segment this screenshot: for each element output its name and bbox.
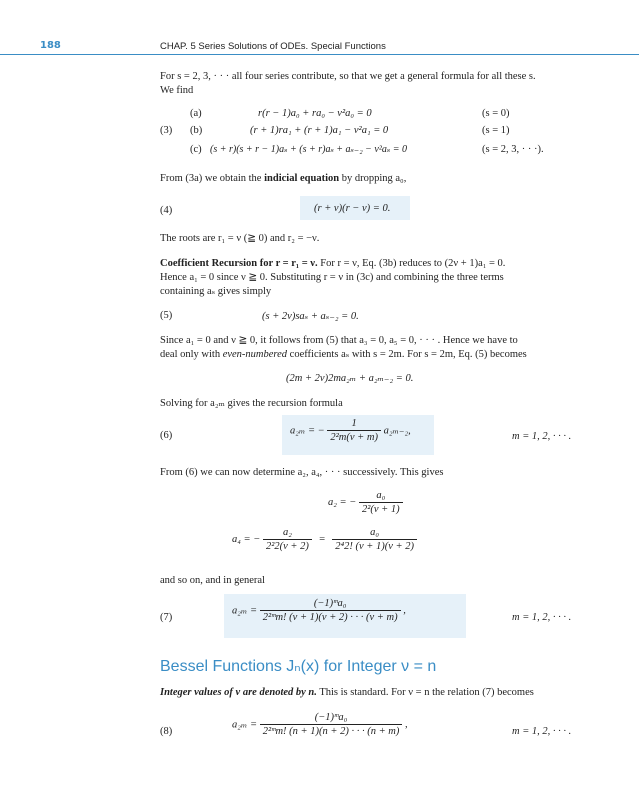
integer-rest: This is standard. For ν = n the relation (7) becomes: [316, 687, 534, 698]
indicial-term: indicial equation: [264, 173, 340, 184]
eq8-tail: ,: [405, 719, 408, 730]
from6-line: From (6) we can now determine a₂, a₄, · · · successively. This gives: [160, 467, 444, 478]
eq6-rhs: a₂ₘ₋₂,: [383, 425, 411, 437]
eq7-fraction: [260, 598, 401, 623]
header-rule: [0, 54, 639, 55]
indicial-paragraph: [160, 172, 406, 185]
eq8-fraction: [260, 712, 403, 737]
a2-equation: [328, 490, 403, 515]
eq6-denominator: 2²m(ν + m): [330, 432, 378, 443]
eq3b-expr: (r + 1)ra₁ + (r + 1)a₁ − ν²a₁ = 0: [250, 125, 389, 136]
eq8-expr: [232, 712, 408, 737]
a4-fraction-1: [263, 527, 312, 552]
integer-lead: Integer values of ν are denoted by n.: [160, 687, 317, 698]
eq8-numerator: (−1)ᵐa₀: [260, 712, 403, 725]
eq7-lhs: a₂ₘ =: [232, 605, 258, 617]
eq7-denominator: 2²ᵐm! (ν + 1)(ν + 2) · · · (ν + m): [262, 612, 398, 623]
section-title: Bessel Functions Jₙ(x) for Integer ν = n: [160, 658, 437, 675]
eq8-condition: m = 1, 2, · · · .: [512, 726, 572, 737]
eq3a-expr: r(r − 1)a₀ + ra₀ − ν²a₀ = 0: [258, 108, 372, 119]
eq6-number: (6): [160, 430, 173, 441]
eq3-number: (3): [160, 125, 173, 136]
a4-lhs: a₄ = −: [232, 534, 261, 545]
eq3b-cond: (s = 1): [482, 125, 510, 136]
since-line-2: [160, 348, 527, 361]
eq6-lhs: a₂ₘ = −: [290, 425, 325, 437]
eq3c-cond: (s = 2, 3, · · ·).: [482, 144, 544, 155]
a4-numerator-2: a₀: [332, 527, 417, 540]
eq3b-label: (b): [190, 125, 203, 136]
since-line2-emphasis: even-numbered: [222, 349, 288, 360]
indicial-text-after: by dropping a₀,: [339, 173, 407, 184]
page-number: 188: [40, 40, 61, 51]
a4-equals: =: [318, 534, 326, 545]
a2-fraction: [359, 490, 403, 515]
eq7-number: (7): [160, 612, 173, 623]
running-title: CHAP. 5 Series Solutions of ODEs. Special Functions: [160, 41, 386, 52]
recursion-line-1: [160, 257, 505, 270]
eq7-expr: [232, 598, 406, 623]
integer-paragraph: [160, 686, 534, 699]
eq7-tail: ,: [403, 605, 406, 616]
eq8-number: (8): [160, 726, 173, 737]
a2-denominator: 2²(ν + 1): [361, 504, 400, 515]
recursion-heading: Coefficient Recursion for r = r₁ = ν.: [160, 258, 318, 269]
intro-line-1: For s = 2, 3, · · · all four series contribute, so that we get a general formula for all these s.: [160, 71, 536, 82]
eq3c-expr: (s + r)(s + r − 1)aₛ + (s + r)aₛ + aₛ₋₂ − ν²aₛ = 0: [210, 144, 407, 155]
eq4-number: (4): [160, 205, 173, 216]
eq7-condition: m = 1, 2, · · · .: [512, 612, 572, 623]
intro-line-2: We find: [160, 85, 194, 96]
eq8-lhs: a₂ₘ =: [232, 719, 258, 731]
a4-denominator-2: 2⁴2! (ν + 1)(ν + 2): [335, 541, 414, 552]
eq8-denominator: 2²ᵐm! (n + 1)(n + 2) · · · (n + m): [262, 726, 400, 737]
recursion-line-2: Hence a₁ = 0 since ν ≧ 0. Substituting r = ν in (3c) and combining the three terms: [160, 272, 504, 283]
eq7-numerator: (−1)ᵐa₀: [260, 598, 401, 611]
eq5-expr: (s + 2ν)saₛ + aₛ₋₂ = 0.: [262, 311, 359, 322]
since-line-1: Since a₁ = 0 and ν ≧ 0, it follows from (5) that a₃ = 0, a₅ = 0, · · · . Hence we have to: [160, 335, 518, 346]
eq6-fraction: [327, 418, 381, 443]
eq4-expr: (r + ν)(r − ν) = 0.: [314, 203, 391, 214]
a4-fraction-2: [332, 527, 417, 552]
recursion-line-3: containing aₛ gives simply: [160, 286, 272, 297]
recursion-line1-text: For r = ν, Eq. (3b) reduces to (2ν + 1)a₁ = 0.: [317, 258, 506, 269]
eq3c-label: (c): [190, 144, 202, 155]
a4-numerator-1: a₂: [263, 527, 312, 540]
a4-denominator-1: 2²2(ν + 2): [265, 541, 309, 552]
eq6-expr: [290, 418, 411, 443]
even-equation: (2m + 2ν)2ma₂ₘ + a₂ₘ₋₂ = 0.: [286, 373, 414, 384]
solving-line: Solving for a₂ₘ gives the recursion formula: [160, 398, 343, 409]
a2-lhs: a₂ = −: [328, 497, 357, 508]
indicial-text-before: From (3a) we obtain the: [160, 173, 265, 184]
since-line2-b: coefficients aₛ with s = 2m. For s = 2m, Eq. (5) becomes: [287, 349, 527, 360]
eq5-number: (5): [160, 310, 173, 321]
roots-line: The roots are r₁ = ν (≧ 0) and r₂ = −ν.: [160, 233, 320, 244]
a4-equation: [232, 527, 417, 552]
general-line: and so on, and in general: [160, 575, 265, 586]
since-line2-a: deal only with: [160, 349, 223, 360]
eq6-numerator: 1: [327, 418, 381, 431]
eq6-condition: m = 1, 2, · · · .: [512, 431, 572, 442]
a2-numerator: a₀: [359, 490, 403, 503]
eq3a-label: (a): [190, 108, 202, 119]
eq3a-cond: (s = 0): [482, 108, 510, 119]
